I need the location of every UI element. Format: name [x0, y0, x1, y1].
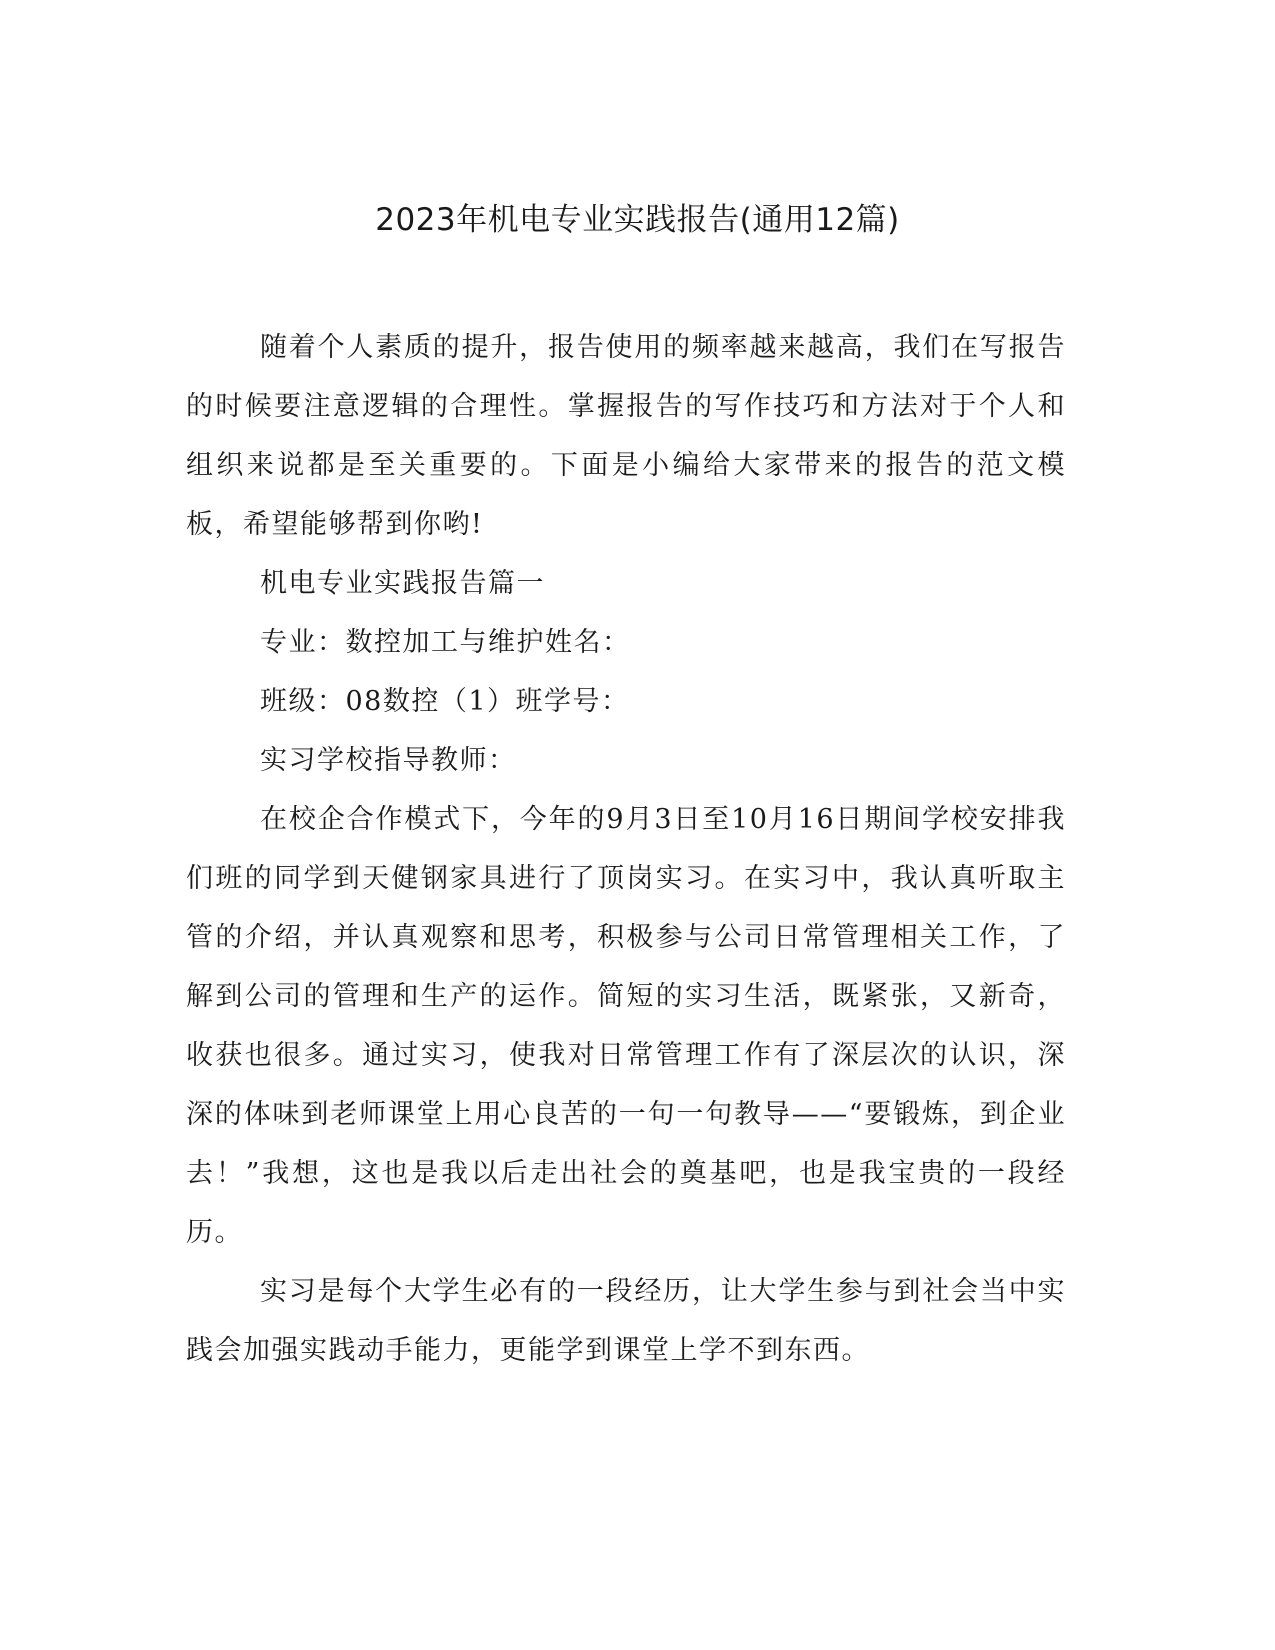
internship-paragraph: 在校企合作模式下，今年的9月3日至10月16日期间学校安排我们班的同学到天健钢家具进行了顶岗实习。在实习中，我认真听取主管的介绍，并认真观察和思考，积极参与公司日常管理相关工作，了解到公司的管理和生产的运作。简短的实习生活，既紧张，又新奇，收获也很多。通过实习，使我对日常管理工作有了深层次的认识，深深的体味到老师课堂上用心良苦的一句一句教导——“要锻炼，到企业去！”我想，这也是我以后走出社会的奠基吧，也是我宝贵的一段经历。 [186, 804, 1066, 1248]
document-title: 2023年机电专业实践报告(通用12篇) [375, 202, 900, 238]
intro-paragraph: 随着个人素质的提升，报告使用的频率越来越高，我们在写报告的时候要注意逻辑的合理性。掌握报告的写作技巧和方法对于个人和组织来说都是至关重要的。下面是小编给大家带来的报告的范文模板，希望能够帮到你哟! [186, 332, 1066, 540]
document-body [186, 318, 1066, 1380]
closing-paragraph: 实习是每个大学生必有的一段经历，让大学生参与到社会当中实践会加强实践动手能力，更能学到课堂上学不到东西。 [186, 1276, 1066, 1366]
section-heading: 机电专业实践报告篇一 [260, 568, 545, 599]
major-name-line: 专业：数控加工与维护姓名： [260, 627, 631, 658]
class-id-line: 班级：08数控（1）班学号： [260, 686, 630, 717]
school-teacher-line: 实习学校指导教师： [260, 745, 517, 776]
